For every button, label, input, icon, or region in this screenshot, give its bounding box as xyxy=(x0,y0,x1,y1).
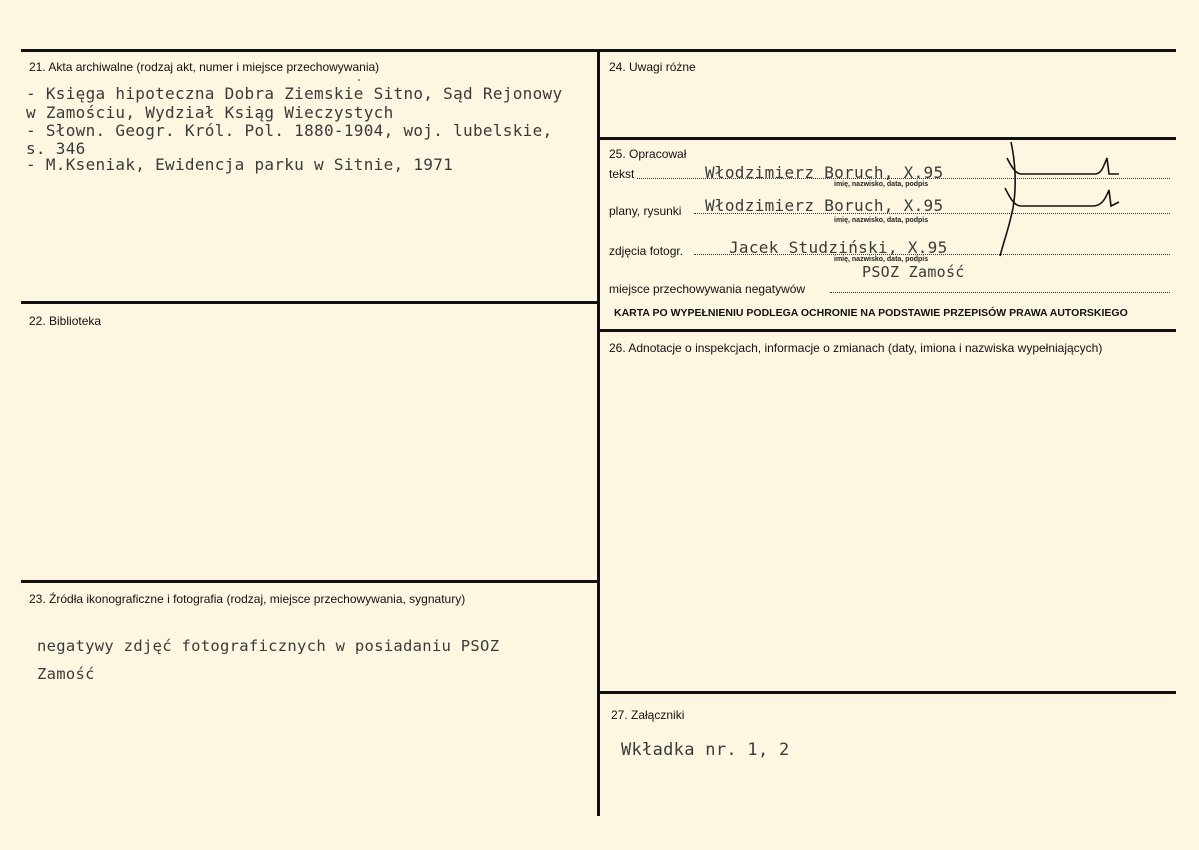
section-25-title: 25. Opracował xyxy=(609,147,687,161)
zdjecia-caption: imię, nazwisko, data, podpis xyxy=(834,256,929,263)
s21-line-5: - M.Kseniak, Ewidencja parku w Sitnie, 1971 xyxy=(26,155,454,174)
section-24-title: 24. Uwagi różne xyxy=(609,60,696,74)
signature-stroke-3 xyxy=(1005,188,1119,206)
negatywy-value: PSOZ Zamość xyxy=(862,263,965,281)
section-23-title: 23. Źródła ikonograficzne i fotografia (rodzaj, miejsce przechowywania, sygnatury) xyxy=(29,592,466,606)
paper-speck xyxy=(358,79,360,81)
signature-stroke-2 xyxy=(1007,158,1119,174)
tekst-value: Włodzimierz Boruch, X.95 xyxy=(705,163,944,182)
s21-line-4: s. 346 xyxy=(26,139,86,158)
negatywy-label: miejsce przechowywania negatywów xyxy=(609,282,806,296)
negatywy-line xyxy=(830,292,1170,293)
center-divider xyxy=(597,49,600,816)
signature xyxy=(985,140,1135,260)
s23-line-1: negatywy zdjęć fotograficznych w posiadaniu PSOZ xyxy=(37,637,500,655)
plany-label: plany, rysunki xyxy=(609,204,682,218)
zdjecia-value: Jacek Studziński, X.95 xyxy=(729,238,948,257)
section-26-title: 26. Adnotacje o inspekcjach, informacje o zmianach (daty, imiona i nazwiska wypełniających) xyxy=(609,341,1103,355)
rule-left-23 xyxy=(21,580,598,583)
s21-line-3: - Słown. Geogr. Król. Pol. 1880-1904, woj. lubelskie, xyxy=(26,121,553,140)
plany-caption: imię, nazwisko, data, podpis xyxy=(834,217,929,224)
tekst-caption: imię, nazwisko, data, podpis xyxy=(834,181,929,188)
section-22-title: 22. Biblioteka xyxy=(29,314,102,328)
rule-right-26 xyxy=(597,329,1176,332)
s23-line-2: Zamość xyxy=(37,665,95,683)
rule-left-22 xyxy=(21,301,598,304)
s27-value: Wkładka nr. 1, 2 xyxy=(621,740,790,760)
section-21-title: 21. Akta archiwalne (rodzaj akt, numer i miejsce przechowywania) xyxy=(29,60,380,74)
tekst-label: tekst xyxy=(609,167,635,181)
section-27-title: 27. Załączniki xyxy=(611,708,685,722)
s21-line-1: - Księga hipoteczna Dobra Ziemskie Sitno, Sąd Rejonowy xyxy=(26,84,563,103)
rule-right-27 xyxy=(597,691,1176,694)
copyright-notice: KARTA PO WYPEŁNIENIU PODLEGA OCHRONIE NA PODSTAWIE PRZEPISÓW PRAWA AUTORSKIEGO xyxy=(614,307,1128,319)
s21-line-2: w Zamościu, Wydział Ksiąg Wieczystych xyxy=(26,103,394,122)
plany-value: Włodzimierz Boruch, X.95 xyxy=(705,196,944,215)
zdjecia-label: zdjęcia fotogr. xyxy=(609,244,684,258)
